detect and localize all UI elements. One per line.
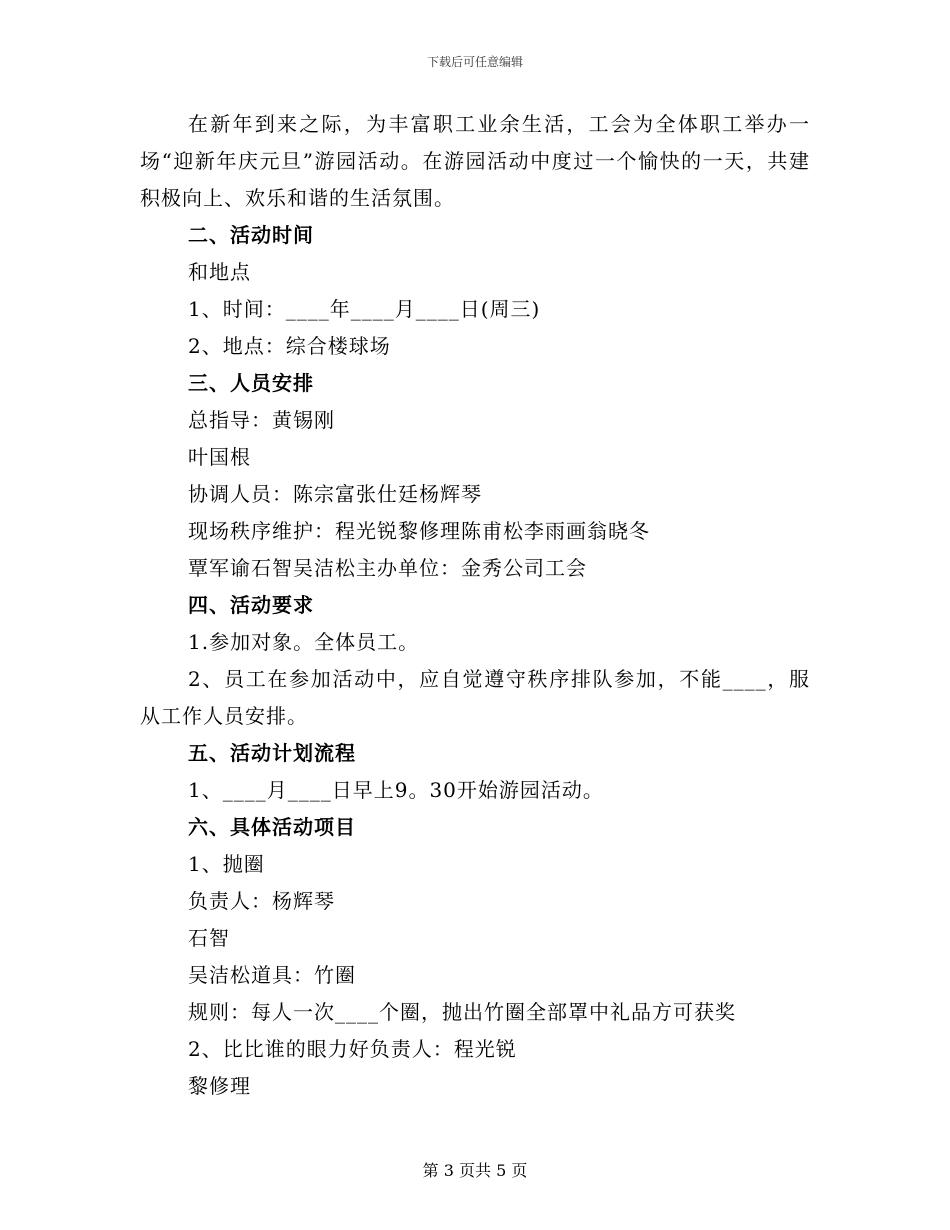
- paragraph: 协调人员：陈宗富张仕廷杨辉琴: [188, 482, 482, 506]
- section-heading-staff: 三、人员安排: [188, 371, 314, 395]
- paragraph: 总指导：黄锡刚: [188, 408, 335, 432]
- paragraph: 2、比比谁的眼力好负责人：程光锐: [188, 1037, 517, 1061]
- paragraph: 1、抛圈: [188, 852, 265, 876]
- section-heading-time: 二、活动时间: [188, 223, 314, 247]
- document-body: [140, 106, 810, 1105]
- paragraph: 1、时间：____年____月____日(周三): [188, 297, 541, 321]
- paragraph: 1.参加对象。全体员工。: [188, 630, 420, 654]
- paragraph: 现场秩序维护：程光锐黎修理陈甫松李雨画翁晓冬: [188, 519, 650, 543]
- paragraph: 1、____月____日早上9。30开始游园活动。: [188, 778, 604, 802]
- paragraph: 2、地点：综合楼球场: [188, 334, 391, 358]
- paragraph: 负责人：杨辉琴: [188, 889, 335, 913]
- paragraph: 2、员工在参加活动中，应自觉遵守秩序排队参加，不能____，服从工作人员安排。: [140, 667, 810, 728]
- section-heading-requirements: 四、活动要求: [188, 593, 314, 617]
- paragraph: 叶国根: [188, 445, 251, 469]
- paragraph: 石智: [188, 926, 230, 950]
- intro-paragraph: 在新年到来之际，为丰富职工业余生活，工会为全体职工举办一场“迎新年庆元旦”游园活动。在游园活动中度过一个愉快的一天，共建积极向上、欢乐和谐的生活氛围。: [140, 112, 810, 210]
- paragraph: 规则：每人一次____个圈，抛出竹圈全部罩中礼品方可获奖: [188, 1000, 736, 1024]
- section-heading-schedule: 五、活动计划流程: [188, 741, 356, 765]
- paragraph: 覃军谕石智吴洁松主办单位：金秀公司工会: [188, 556, 587, 580]
- page-header: 下载后可任意编辑: [426, 55, 523, 69]
- section-heading-activities: 六、具体活动项目: [188, 815, 356, 839]
- paragraph: 吴洁松道具：竹圈: [188, 963, 356, 987]
- paragraph: 黎修理: [188, 1074, 251, 1098]
- paragraph: 和地点: [188, 260, 251, 284]
- page-footer: 第 3 页共 5 页: [422, 1161, 528, 1180]
